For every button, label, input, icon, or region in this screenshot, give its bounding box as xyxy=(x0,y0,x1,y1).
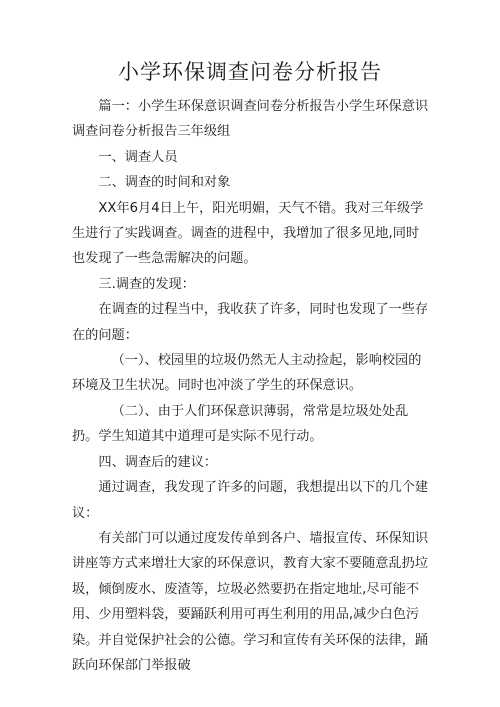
paragraph-intro: 篇一：小学生环保意识调查问卷分析报告小学生环保意识调查问卷分析报告三年级组 xyxy=(72,99,429,140)
paragraph-finding-one: （一）、校园里的垃圾仍然无人主动捡起，影响校园的环境及卫生状况。同时也冲淡了学生的环保意识。 xyxy=(72,353,422,394)
document-body xyxy=(72,94,432,678)
heading-findings: 三.调查的发现： xyxy=(98,276,195,292)
paragraph-suggestions-intro: 通过调查，我发现了许多的问题，我想提出以下的几个建议： xyxy=(72,480,429,521)
heading-survey-time: 二、调查的时间和对象 xyxy=(98,175,231,191)
paragraph-finding-two: （二）、由于人们环保意识薄弱，常常是垃圾处处乱扔。学生知道其中道理可是实际不见行动。 xyxy=(72,403,409,445)
paragraph-findings-intro: 在调查的过程当中，我收获了许多，同时也发现了一些存在的问题： xyxy=(72,302,429,343)
paragraph-survey-date: XX年6月4日上午，阳光明媚，天气不错。我对三年级学生进行了实践调查。调查的进程中，我增加了很多见地,同时也发现了一些急需解决的问题。 xyxy=(72,200,424,267)
paragraph-suggestions-detail: 有关部门可以通过度发传单到各户、墙报宣传、环保知识讲座等方式来增壮大家的环保意识，教育大家不要随意乱扔垃圾，倾倒废水、废渣等，垃圾必然要扔在指定地址,尽可能不用、少用塑料袋，要踊跃利用可再生利用的用品,减少白色污染。并自觉保护社会的公德。学习和宣传有关环保的法律，踊跃向环保部门举报破 xyxy=(72,530,429,673)
page-title: 小学环保调查问卷分析报告 xyxy=(118,60,382,84)
heading-suggestions: 四、调查后的建议： xyxy=(98,454,218,470)
heading-survey-staff: 一、调查人员 xyxy=(98,149,178,165)
